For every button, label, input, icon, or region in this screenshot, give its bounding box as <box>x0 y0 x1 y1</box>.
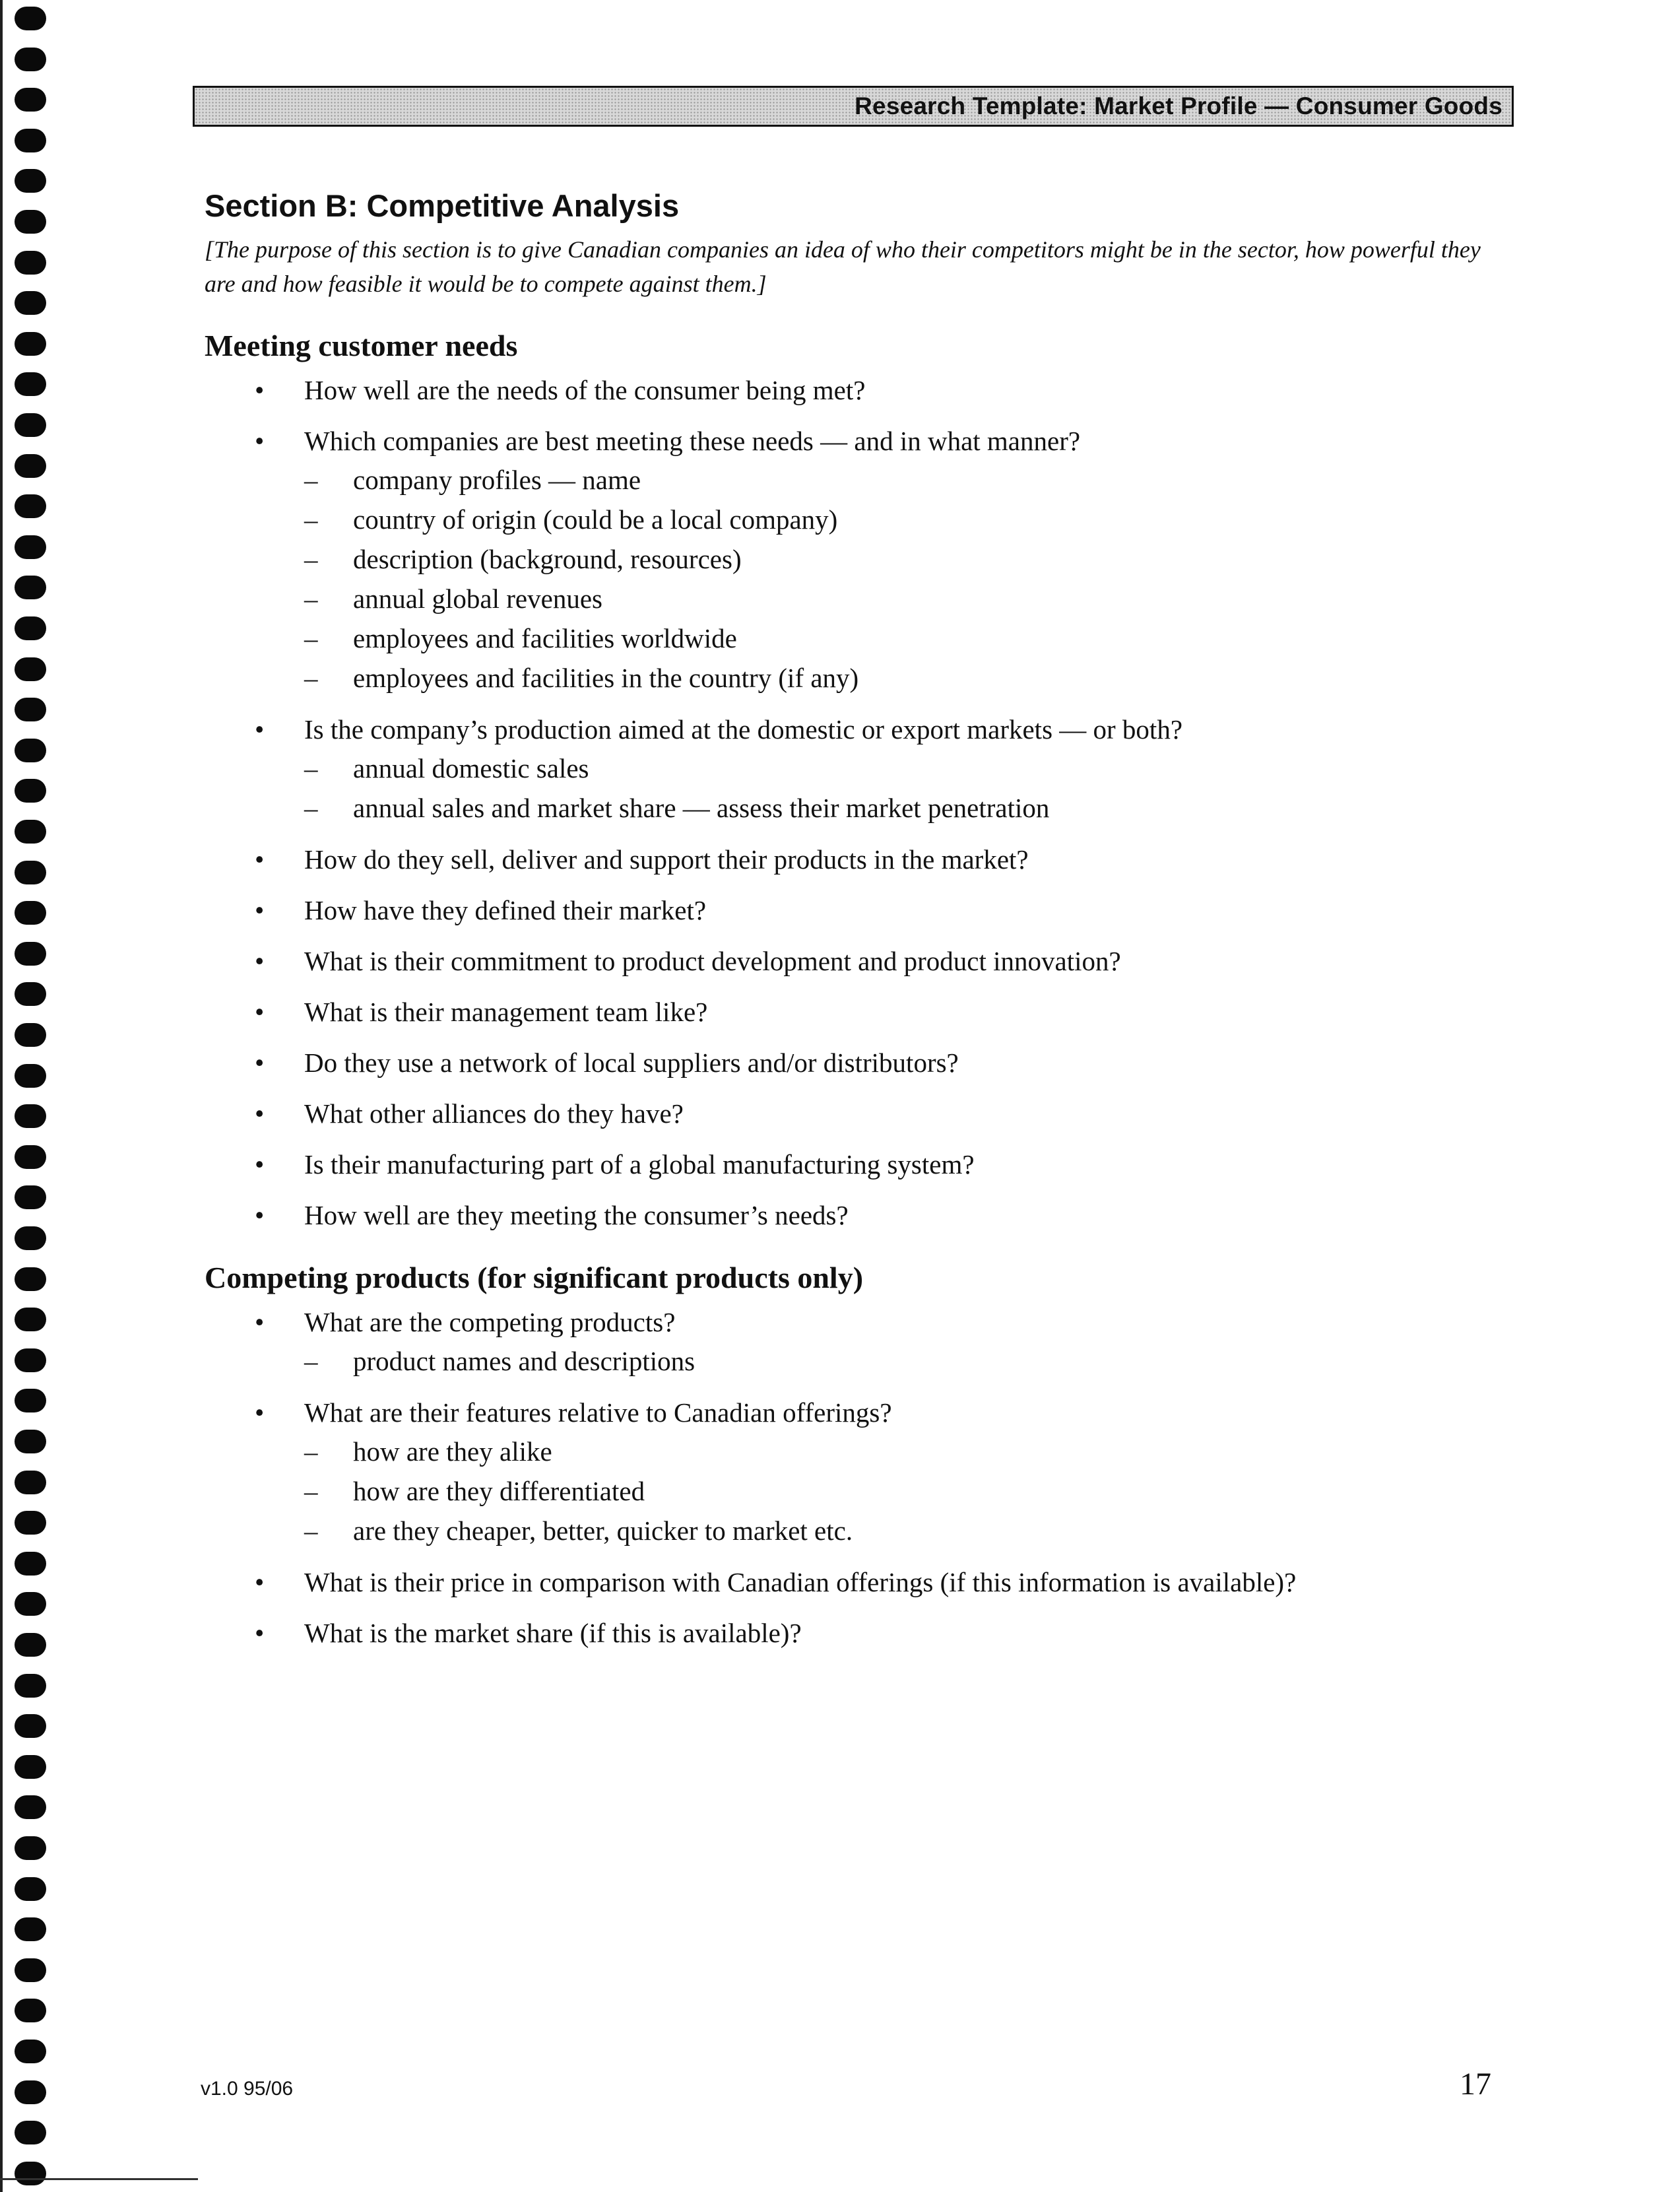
binding-hole <box>15 1471 46 1494</box>
question-list <box>205 371 1531 1234</box>
bullet-icon: • <box>255 1397 265 1428</box>
sub-point <box>304 460 1531 500</box>
question-text: How do they sell, deliver and support their products in the market? <box>304 844 1029 875</box>
binding-hole <box>15 1064 46 1088</box>
question-text: Do they use a network of local suppliers and/or distributors? <box>304 1047 959 1078</box>
sub-point-text: country of origin (could be a local company) <box>353 504 838 535</box>
question-item <box>205 1614 1531 1652</box>
binding-hole <box>15 657 46 681</box>
group-heading: Meeting customer needs <box>205 329 518 362</box>
bullet-icon: • <box>255 426 265 456</box>
binding-hole <box>15 251 46 275</box>
binding-hole <box>15 1348 46 1372</box>
binding-hole <box>15 1633 46 1657</box>
sub-point-text: how are they alike <box>353 1436 552 1467</box>
sub-point-text: are they cheaper, better, quicker to market etc. <box>353 1515 853 1546</box>
header-banner <box>193 86 1514 127</box>
binding-hole <box>15 698 46 721</box>
binding-hole <box>15 2080 46 2104</box>
binding-hole <box>15 2121 46 2144</box>
question-text: What other alliances do they have? <box>304 1098 684 1129</box>
sub-point-text: annual sales and market share — assess their market penetration <box>353 793 1050 823</box>
binding-hole <box>15 1185 46 1209</box>
bullet-icon: • <box>255 1149 265 1179</box>
sub-point <box>304 1432 1531 1471</box>
binding-hole <box>15 1592 46 1616</box>
sub-point <box>304 658 1531 698</box>
sub-point <box>304 579 1531 618</box>
binding-hole <box>15 1958 46 1982</box>
binding-hole <box>15 1226 46 1250</box>
sub-point-list <box>304 748 1531 828</box>
binding-hole <box>15 1674 46 1698</box>
binding-hole <box>15 576 46 599</box>
question-list <box>205 1303 1531 1652</box>
sub-point <box>304 748 1531 788</box>
group-heading: Competing products (for significant products only) <box>205 1261 864 1294</box>
bullet-icon: • <box>255 375 265 405</box>
section-title: Section B: Competitive Analysis <box>205 188 680 223</box>
dash-icon: – <box>304 753 318 783</box>
binding-hole <box>15 88 46 112</box>
binding-hole <box>15 1552 46 1576</box>
dash-icon: – <box>304 1346 318 1376</box>
binding-hole <box>15 48 46 71</box>
sub-point-text: annual global revenues <box>353 583 602 614</box>
page-number: 17 <box>1460 2067 1491 2102</box>
dash-icon: – <box>304 544 318 574</box>
binding-hole <box>15 1836 46 1860</box>
group-meeting-customer-needs <box>205 321 1531 1234</box>
question-item <box>205 840 1531 879</box>
question-item <box>205 1044 1531 1082</box>
binding-hole <box>15 494 46 518</box>
binding-hole <box>15 1917 46 1941</box>
question-text: What is their commitment to product development and product innovation? <box>304 946 1121 976</box>
binding-hole <box>15 291 46 315</box>
binding-hole <box>15 982 46 1006</box>
bullet-icon: • <box>255 997 265 1027</box>
binding-hole <box>15 2040 46 2063</box>
sub-point-text: company profiles — name <box>353 465 641 495</box>
bullet-icon: • <box>255 844 265 875</box>
sub-point-text: employees and facilities in the country (if any) <box>353 663 859 693</box>
sub-point-list <box>304 1341 1531 1381</box>
question-text: How have they defined their market? <box>304 895 707 925</box>
binding-hole <box>15 820 46 844</box>
sub-point-text: how are they differentiated <box>353 1476 645 1506</box>
binding-hole <box>15 1755 46 1779</box>
question-text: How well are the needs of the consumer being met? <box>304 375 866 405</box>
binding-hole <box>15 129 46 152</box>
sub-point-list <box>304 460 1531 698</box>
question-text: How well are they meeting the consumer’s needs? <box>304 1200 849 1230</box>
question-text: What are their features relative to Canadian offerings? <box>304 1397 892 1428</box>
bullet-icon: • <box>255 1618 265 1648</box>
binding-hole <box>15 1389 46 1412</box>
dash-icon: – <box>304 1436 318 1467</box>
sub-point-text: annual domestic sales <box>353 753 589 783</box>
question-text: What is their management team like? <box>304 997 708 1027</box>
binding-hole <box>15 1145 46 1169</box>
binding-hole <box>15 535 46 559</box>
question-item <box>205 1145 1531 1183</box>
binding-hole <box>15 861 46 884</box>
question-item <box>205 1196 1531 1234</box>
binding-hole <box>15 1308 46 1331</box>
binding-hole <box>15 332 46 356</box>
question-item <box>205 1563 1531 1601</box>
question-text: Which companies are best meeting these needs — and in what manner? <box>304 426 1081 456</box>
bullet-icon: • <box>255 946 265 976</box>
question-item <box>205 1094 1531 1133</box>
footer-version: v1.0 95/06 <box>201 2078 294 2100</box>
question-item <box>205 371 1531 409</box>
dash-icon: – <box>304 504 318 535</box>
binding-hole <box>15 616 46 640</box>
binding-hole <box>15 210 46 234</box>
sub-point <box>304 1471 1531 1511</box>
binding-hole <box>15 2162 46 2185</box>
binding-hole <box>15 1267 46 1291</box>
question-item <box>205 942 1531 980</box>
dash-icon: – <box>304 793 318 823</box>
question-item <box>205 710 1531 828</box>
page-edge-rule <box>0 0 3 2192</box>
dash-icon: – <box>304 1515 318 1546</box>
binding-hole <box>15 1795 46 1819</box>
question-text: What is the market share (if this is available)? <box>304 1618 802 1648</box>
question-text: Is their manufacturing part of a global manufacturing system? <box>304 1149 975 1179</box>
binding-hole <box>15 372 46 396</box>
bullet-icon: • <box>255 1098 265 1129</box>
bullet-icon: • <box>255 895 265 925</box>
sub-point-text: employees and facilities worldwide <box>353 623 737 653</box>
binding-hole <box>15 779 46 803</box>
binding-hole <box>15 1430 46 1453</box>
sub-point-list <box>304 1432 1531 1550</box>
sub-point <box>304 1511 1531 1550</box>
binding-hole <box>15 901 46 925</box>
binding-hole <box>15 1104 46 1128</box>
question-text: What are the competing products? <box>304 1307 676 1337</box>
sub-point <box>304 1341 1531 1381</box>
question-item <box>205 993 1531 1031</box>
binding-hole <box>15 413 46 437</box>
binding-hole <box>15 169 46 193</box>
question-item <box>205 891 1531 929</box>
binding-hole <box>15 454 46 478</box>
binding-holes <box>15 0 48 2192</box>
group-competing-products <box>205 1253 1531 1652</box>
bullet-icon: • <box>255 1567 265 1597</box>
question-item <box>205 1393 1531 1550</box>
section-intro: [The purpose of this section is to give Canadian companies an idea of who their competitors might be in the sector, how powerful they are and how feasible it would be to compete against them.] <box>205 236 1481 297</box>
dash-icon: – <box>304 465 318 495</box>
question-item <box>205 422 1531 698</box>
dash-icon: – <box>304 583 318 614</box>
binding-hole <box>15 942 46 966</box>
binding-hole <box>15 1999 46 2022</box>
dash-icon: – <box>304 1476 318 1506</box>
bullet-icon: • <box>255 1047 265 1078</box>
sub-point <box>304 539 1531 579</box>
sub-point <box>304 788 1531 828</box>
bullet-icon: • <box>255 714 265 745</box>
bullet-icon: • <box>255 1307 265 1337</box>
page-content <box>205 180 1531 1671</box>
bullet-icon: • <box>255 1200 265 1230</box>
dash-icon: – <box>304 663 318 693</box>
binding-hole <box>15 1511 46 1535</box>
sub-point-text: product names and descriptions <box>353 1346 695 1376</box>
binding-hole <box>15 739 46 762</box>
question-text: Is the company’s production aimed at the domestic or export markets — or both? <box>304 714 1183 745</box>
binding-hole <box>15 7 46 30</box>
question-text: What is their price in comparison with Canadian offerings (if this information is available)? <box>304 1567 1297 1597</box>
dash-icon: – <box>304 623 318 653</box>
sub-point <box>304 500 1531 539</box>
question-item <box>205 1303 1531 1381</box>
bottom-edge-rule <box>0 2178 198 2180</box>
binding-hole <box>15 1023 46 1047</box>
header-title: Research Template: Market Profile — Consumer Goods <box>855 92 1502 119</box>
sub-point <box>304 618 1531 658</box>
sub-point-text: description (background, resources) <box>353 544 742 574</box>
binding-hole <box>15 1714 46 1738</box>
binding-hole <box>15 1877 46 1901</box>
